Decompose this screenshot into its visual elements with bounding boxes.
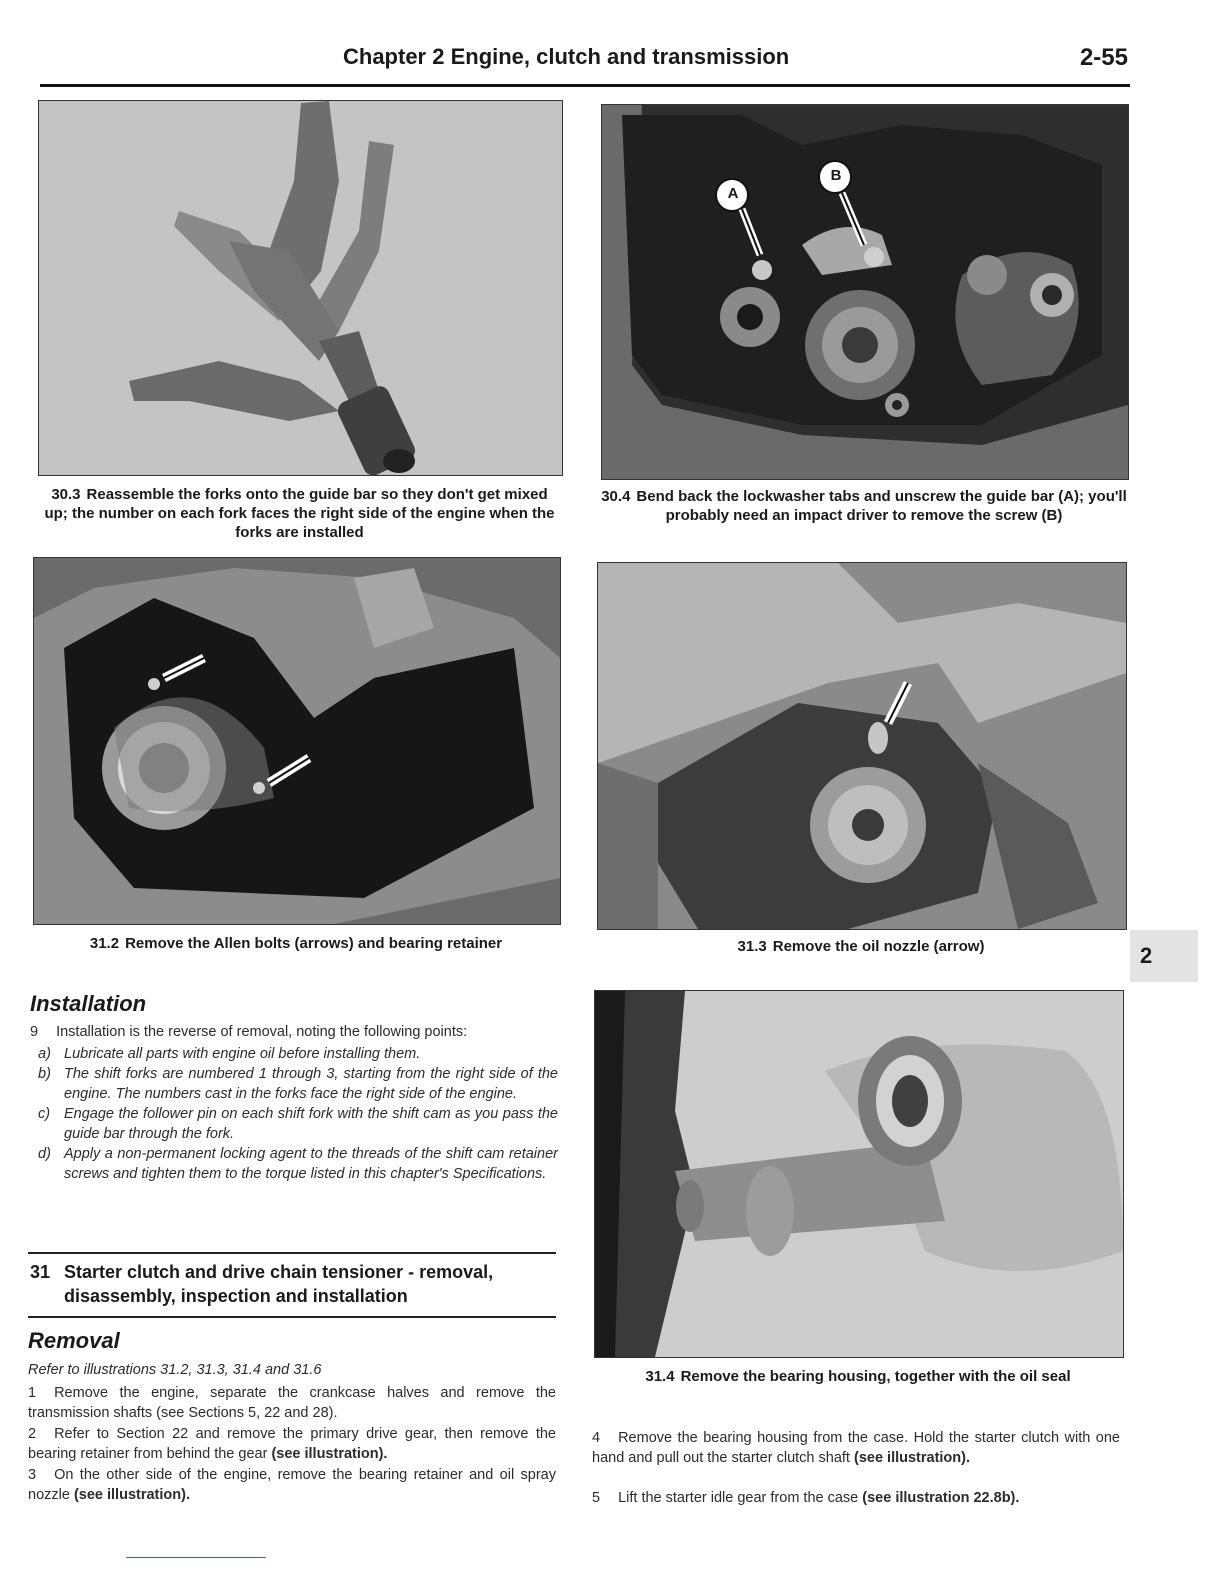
photo-allen-bolts <box>33 557 561 925</box>
list-text: Engage the follower pin on each shift fork with the shift cam as you pass the guide bar through the fork. <box>64 1106 558 1142</box>
list-text: Lubricate all parts with engine oil before installing them. <box>64 1046 421 1062</box>
caption-text: Remove the Allen bolts (arrows) and bearing retainer <box>125 935 503 952</box>
illustration-reference: (see illustration). <box>73 1487 190 1503</box>
paragraph-number: 9 <box>30 1024 39 1040</box>
paragraph-number: 4 <box>592 1430 601 1446</box>
list-item <box>36 1144 558 1184</box>
list-marker: c) <box>38 1106 51 1122</box>
list-text: The shift forks are numbered 1 through 3, starting from the right side of the engine. The numbers cast in the forks face the right side of the engine. <box>64 1066 558 1102</box>
section-31-title <box>30 1260 550 1308</box>
removal-heading: Removal <box>28 1328 120 1353</box>
paragraph-number: 2 <box>28 1426 37 1442</box>
caption-31-2 <box>33 934 559 953</box>
paragraph-text: Remove the bearing housing from the case. Hold the starter clutch with one hand and pull out the starter clutch shaft <box>592 1430 1120 1466</box>
list-marker: d) <box>38 1146 51 1162</box>
section-title-text: Starter clutch and drive chain tensioner - removal, disassembly, inspection and installation <box>64 1262 494 1306</box>
paragraph-text: Refer to Section 22 and remove the primary drive gear, then remove the bearing retainer from behind the gear <box>28 1426 556 1462</box>
caption-31-3 <box>597 937 1125 956</box>
chapter-title: Chapter 2 Engine, clutch and transmission <box>343 44 790 69</box>
chapter-tab: 2 <box>1130 930 1198 982</box>
caption-text: Remove the oil nozzle (arrow) <box>772 938 985 955</box>
photo-guide-bar <box>601 104 1129 480</box>
paragraph-text: Remove the engine, separate the crankcase halves and remove the transmission shafts (see Sections 5, 22 and 28). <box>28 1385 556 1421</box>
caption-text: Reassemble the forks onto the guide bar so they don't get mixed up; the number on each fork faces the right side of the engine when the forks are installed <box>44 486 555 541</box>
section-rule-bottom <box>28 1316 556 1318</box>
section-rule-top <box>28 1252 556 1254</box>
photo-shift-forks <box>38 100 563 476</box>
paragraph-text: Lift the starter idle gear from the case <box>618 1490 859 1506</box>
caption-31-4 <box>594 1367 1122 1386</box>
paragraph-number: 5 <box>592 1490 601 1506</box>
removal-paragraph-5 <box>592 1488 1120 1508</box>
page-header <box>40 40 1130 87</box>
removal-paragraph-4 <box>592 1428 1120 1468</box>
caption-30-4 <box>601 487 1127 525</box>
caption-30-3 <box>38 485 561 542</box>
paragraph-text: Installation is the reverse of removal, noting the following points: <box>56 1024 468 1040</box>
list-item <box>36 1044 558 1064</box>
page-number: 2-55 <box>1079 44 1128 71</box>
caption-text: Remove the bearing housing, together with the oil seal <box>680 1368 1071 1385</box>
paragraph-text: On the other side of the engine, remove the bearing retainer and oil spray nozzle <box>28 1467 556 1503</box>
footer-rule <box>126 1557 266 1558</box>
paragraph-number: 1 <box>28 1385 37 1401</box>
removal-paragraph-1 <box>28 1383 556 1423</box>
list-text: Apply a non-permanent locking agent to the threads of the shift cam retainer screws and tighten them to the torque listed in this chapter's Specifications. <box>64 1146 558 1182</box>
figure-number: 31.2 <box>89 935 120 952</box>
figure-number: 30.4 <box>601 488 631 505</box>
figure-number: 31.4 <box>645 1368 675 1385</box>
illustration-reference: (see illustration 22.8b). <box>862 1490 1020 1506</box>
list-marker: a) <box>38 1046 51 1062</box>
installation-intro <box>30 1022 558 1042</box>
removal-paragraph-3 <box>28 1465 556 1505</box>
section-number: 31 <box>30 1262 51 1282</box>
paragraph-number: 3 <box>28 1467 37 1483</box>
label-a-marker: A <box>727 185 739 202</box>
list-item <box>36 1064 558 1104</box>
removal-refer: Refer to illustrations 31.2, 31.3, 31.4 and 31.6 <box>28 1362 322 1378</box>
photo-oil-nozzle <box>597 562 1127 930</box>
removal-paragraph-2 <box>28 1424 556 1464</box>
list-item <box>36 1104 558 1144</box>
installation-list <box>36 1044 558 1184</box>
illustration-reference: (see illustration). <box>271 1446 388 1462</box>
caption-text: Bend back the lockwasher tabs and unscrew the guide bar (A); you'll probably need an impact driver to remove the screw (B) <box>636 488 1127 524</box>
photo-bearing-housing <box>594 990 1124 1358</box>
figure-number: 31.3 <box>737 938 767 955</box>
illustration-reference: (see illustration). <box>853 1450 971 1466</box>
label-b-marker: B <box>830 167 842 184</box>
list-marker: b) <box>38 1066 51 1082</box>
installation-heading: Installation <box>30 991 147 1016</box>
figure-number: 30.3 <box>51 486 81 503</box>
